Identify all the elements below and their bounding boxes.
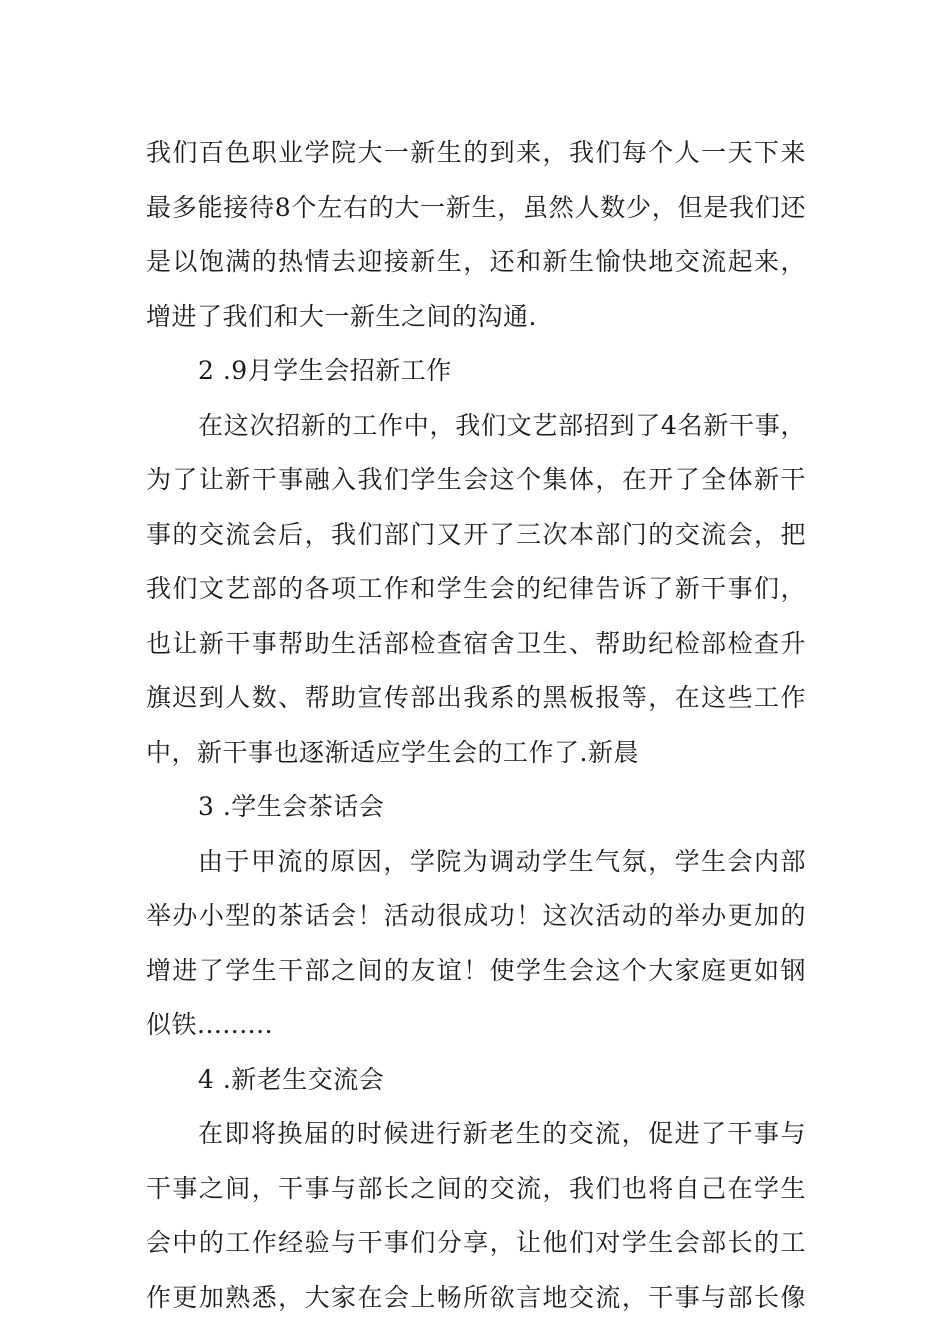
text-line: 增进了我们和大一新生之间的沟通.	[146, 301, 537, 331]
text-line: 中，新干事也逐渐适应学生会的工作了.新晨	[146, 737, 639, 767]
text-line: 也让新干事帮助生活部检查宿舍卫生、帮助纪检部检查升	[146, 628, 806, 658]
text-line: 干事之间，干事与部长之间的交流，我们也将自己在学生	[146, 1173, 806, 1203]
text-line: 我们百色职业学院大一新生的到来，我们每个人一天下来	[146, 138, 806, 167]
text-line: 我们文艺部的各项工作和学生会的纪律告诉了新干事们，	[146, 574, 806, 603]
section-heading: 4 .新老生交流会	[198, 1064, 385, 1094]
section-heading: 3 .学生会茶话会	[198, 792, 385, 821]
text-line: 作更加熟悉，大家在会上畅所欲言地交流，干事与部长像	[146, 1282, 806, 1312]
text-line: 在即将换届的时候进行新老生的交流，促进了干事与	[198, 1119, 806, 1148]
text-line: 会中的工作经验与干事们分享，让他们对学生会部长的工	[146, 1228, 806, 1257]
text-line: 在这次招新的工作中，我们文艺部招到了4名新干事，	[198, 410, 806, 440]
text-line: 由于甲流的原因，学院为调动学生气氛，学生会内部	[198, 846, 806, 876]
text-line: 是以饱满的热情去迎接新生，还和新生愉快地交流起来，	[146, 247, 806, 276]
text-line: 最多能接待8个左右的大一新生，虽然人数少，但是我们还	[146, 192, 806, 222]
document-body	[146, 126, 806, 1325]
text-line: 举办小型的茶话会！活动很成功！这次活动的举办更加的	[146, 901, 806, 930]
text-line: 似铁.........	[146, 1010, 274, 1039]
text-line: 事的交流会后，我们部门又开了三次本部门的交流会，把	[146, 519, 806, 549]
text-line: 为了让新干事融入我们学生会这个集体，在开了全体新干	[146, 465, 806, 494]
text-line: 旗迟到人数、帮助宣传部出我系的黑板报等，在这些工作	[146, 683, 806, 712]
text-line: 增进了学生干部之间的友谊！使学生会这个大家庭更如钢	[146, 955, 806, 985]
section-heading: 2 .9月学生会招新工作	[198, 356, 452, 385]
